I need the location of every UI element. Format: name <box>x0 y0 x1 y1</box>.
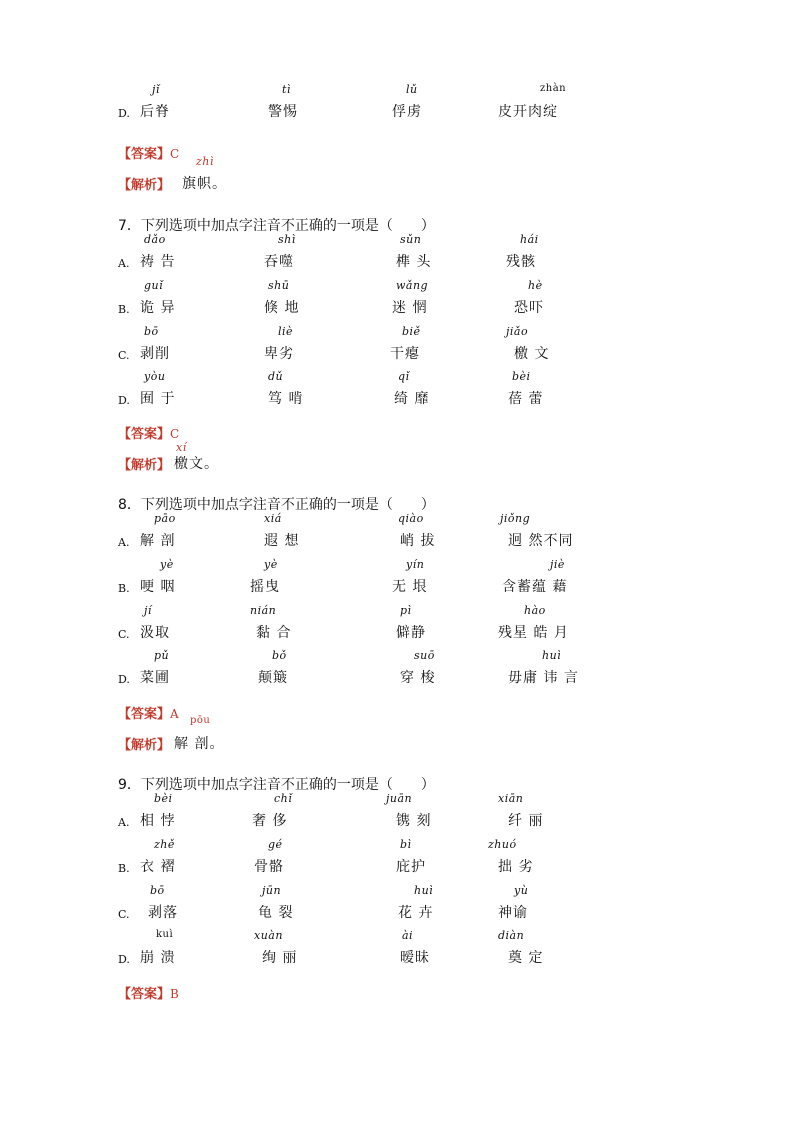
word: 檄文。 <box>174 456 219 472</box>
word: 祷 告 <box>140 254 176 270</box>
word: 绚 丽 <box>262 950 298 966</box>
word: 警惕 <box>268 104 298 120</box>
option-label: C. <box>118 349 130 362</box>
word: 无 垠 <box>392 579 428 595</box>
word: 拙 劣 <box>498 859 534 875</box>
word: 菜圃 <box>140 670 170 686</box>
pinyin: jiǎo <box>506 325 529 338</box>
word: 黏 合 <box>256 625 292 641</box>
pinyin: gé <box>268 838 283 851</box>
pinyin: yè <box>264 558 278 571</box>
explanation-7 <box>118 435 418 475</box>
word: 奢 侈 <box>252 813 288 829</box>
pinyin: wǎng <box>396 279 429 292</box>
question-9-title: 9．下列选项中加点字注音不正确的一项是（ ） <box>118 777 435 793</box>
pinyin: jiè <box>550 558 565 571</box>
pinyin: hè <box>528 279 543 292</box>
pinyin: liè <box>278 325 294 338</box>
explanation-6 <box>118 155 418 195</box>
word: 僻静 <box>396 625 426 641</box>
word: 诡 异 <box>140 300 176 316</box>
pinyin: huì <box>542 649 562 662</box>
pinyin: dǔ <box>268 370 284 383</box>
word: 奠 定 <box>508 950 544 966</box>
word: 崩 溃 <box>140 950 176 966</box>
pinyin: shū <box>268 279 290 292</box>
pinyin: guǐ <box>144 279 164 292</box>
pinyin: zhàn <box>540 83 567 94</box>
pinyin: hào <box>524 604 546 617</box>
option-label: D. <box>118 394 130 407</box>
word: 恐吓 <box>514 300 544 316</box>
answer-tag: 【答案】 <box>118 427 171 442</box>
pinyin: jūn <box>262 884 282 897</box>
answer-value: C <box>170 427 180 441</box>
pinyin: tì <box>282 83 291 96</box>
pinyin: yù <box>514 884 529 897</box>
option-label: D. <box>118 107 130 120</box>
word: 剥落 <box>148 905 178 921</box>
q9-option-b <box>118 838 738 878</box>
answer-tag: 【答案】 <box>118 707 171 722</box>
pinyin: suō <box>414 649 435 662</box>
word: 残星 皓 月 <box>498 625 569 641</box>
word: 颠簸 <box>258 670 288 686</box>
word: 穿 梭 <box>400 670 436 686</box>
option-label: A. <box>118 816 130 829</box>
pinyin: nián <box>250 604 277 617</box>
explanation-tag: 【解析】 <box>118 738 171 753</box>
pinyin: bō <box>150 884 165 897</box>
answer-value: B <box>170 987 179 1001</box>
option-label: A. <box>118 257 130 270</box>
q7-option-b <box>118 279 738 319</box>
word: 毋庸 讳 言 <box>508 670 579 686</box>
word: 含蓄蕴 藉 <box>502 579 568 595</box>
explanation-tag: 【解析】 <box>118 458 171 473</box>
question-8-title: 8．下列选项中加点字注音不正确的一项是（ ） <box>118 497 435 513</box>
q8-option-b <box>118 558 738 598</box>
word: 榫 头 <box>396 254 432 270</box>
q7-option-d <box>118 370 738 410</box>
word: 吞噬 <box>264 254 294 270</box>
pinyin: jiǒng <box>500 512 531 525</box>
pinyin: zhì <box>196 155 214 168</box>
pinyin: xí <box>176 441 187 454</box>
q7-option-c <box>118 325 738 365</box>
q8-option-c <box>118 604 738 644</box>
word: 解 剖 <box>140 533 176 549</box>
word: 旗帜。 <box>182 176 227 192</box>
explanation-word <box>174 715 374 755</box>
option-label: D. <box>118 953 130 966</box>
word: 剥削 <box>140 346 170 362</box>
pinyin: diàn <box>498 929 525 942</box>
pinyin: jǐ <box>152 83 160 96</box>
pinyin: hái <box>520 233 539 246</box>
pinyin: yè <box>160 558 174 571</box>
option-label: B. <box>118 862 130 875</box>
explanation-word <box>174 435 374 475</box>
q8-option-d <box>118 649 738 689</box>
pinyin: qiào <box>398 512 424 525</box>
explanation-tag: 【解析】 <box>118 178 171 193</box>
pinyin: qǐ <box>398 370 410 383</box>
pinyin: pōu <box>190 715 211 726</box>
option-row-d-top <box>118 83 738 123</box>
word: 遐 想 <box>264 533 300 549</box>
word: 神谕 <box>498 905 528 921</box>
word: 后脊 <box>140 104 170 120</box>
word: 哽 咽 <box>140 579 176 595</box>
word: 暧昧 <box>400 950 430 966</box>
word: 笃 啃 <box>268 391 304 407</box>
word: 檄 文 <box>514 346 550 362</box>
word: 纤 丽 <box>508 813 544 829</box>
q9-option-c <box>118 884 738 924</box>
q9-option-a <box>118 792 738 832</box>
word: 迷 惘 <box>392 300 428 316</box>
pinyin: yín <box>406 558 425 571</box>
option-label: B. <box>118 582 130 595</box>
pinyin: ài <box>402 929 414 942</box>
word: 干瘪 <box>390 346 420 362</box>
word: 俘虏 <box>392 104 422 120</box>
answer-9 <box>118 983 179 1002</box>
pinyin: huì <box>414 884 434 897</box>
option-label: A. <box>118 536 130 549</box>
pinyin: kuì <box>156 929 174 940</box>
answer-tag: 【答案】 <box>118 987 171 1002</box>
option-label: D. <box>118 673 130 686</box>
word: 衣 褶 <box>140 859 176 875</box>
word: 庇护 <box>396 859 426 875</box>
pinyin: juān <box>386 792 413 805</box>
word: 摇曳 <box>250 579 280 595</box>
q8-option-a <box>118 512 738 552</box>
word: 解 剖。 <box>174 736 225 752</box>
word: 绮 靡 <box>394 391 430 407</box>
answer-value: A <box>170 707 179 721</box>
explanation-word <box>182 155 382 195</box>
q9-option-d <box>118 929 738 969</box>
pinyin: pǔ <box>154 649 170 662</box>
pinyin: xiá <box>264 512 282 525</box>
word: 骨骼 <box>254 859 284 875</box>
pinyin: pāo <box>154 512 176 525</box>
option-label: C. <box>118 908 130 921</box>
word: 倏 地 <box>264 300 300 316</box>
word: 镌 刻 <box>396 813 432 829</box>
question-7-title: 7．下列选项中加点字注音不正确的一项是（ ） <box>118 218 435 234</box>
option-label: B. <box>118 303 130 316</box>
word: 峭 拔 <box>400 533 436 549</box>
word: 汲取 <box>140 625 170 641</box>
pinyin: bèi <box>154 792 173 805</box>
word: 卑劣 <box>264 346 294 362</box>
word: 蓓 蕾 <box>508 391 544 407</box>
pinyin: bèi <box>512 370 531 383</box>
q7-option-a <box>118 233 738 273</box>
pinyin: lǔ <box>406 83 418 96</box>
pinyin: zhuó <box>488 838 517 851</box>
pinyin: shì <box>278 233 296 246</box>
pinyin: chǐ <box>274 792 293 805</box>
pinyin: zhě <box>154 838 175 851</box>
pinyin: bǒ <box>272 649 287 662</box>
pinyin: bō <box>144 325 159 338</box>
word: 迥 然不同 <box>508 533 574 549</box>
answer-tag: 【答案】 <box>118 147 171 162</box>
pinyin: bì <box>400 838 412 851</box>
word: 龟 裂 <box>258 905 294 921</box>
pinyin: yòu <box>144 370 166 383</box>
pinyin: jí <box>144 604 152 617</box>
word: 相 悖 <box>140 813 176 829</box>
pinyin: xuàn <box>254 929 283 942</box>
word: 花 卉 <box>398 905 434 921</box>
pinyin: sǔn <box>400 233 422 246</box>
pinyin: pì <box>400 604 412 617</box>
word: 皮开肉绽 <box>498 104 558 120</box>
pinyin: xiān <box>498 792 524 805</box>
pinyin: dǎo <box>144 233 166 246</box>
word: 囿 于 <box>140 391 176 407</box>
answer-value: C <box>170 147 180 161</box>
word: 残骸 <box>506 254 536 270</box>
option-label: C. <box>118 628 130 641</box>
pinyin: biě <box>402 325 421 338</box>
explanation-8 <box>118 715 418 755</box>
